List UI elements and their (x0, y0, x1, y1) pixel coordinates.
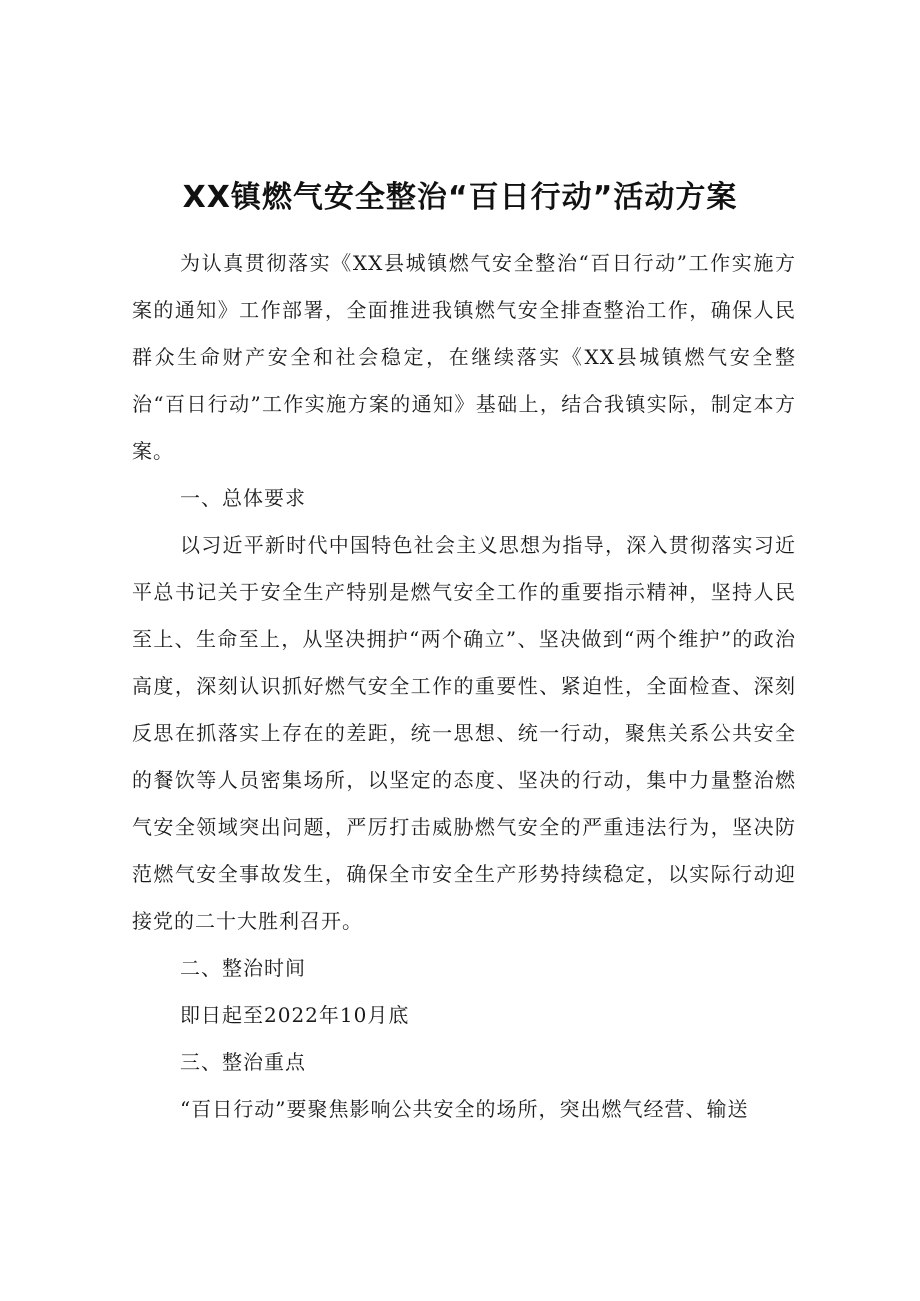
section-heading-rectification-focus: 三、整治重点 (180, 1050, 306, 1074)
section-heading-rectification-time: 二、整治时间 (180, 956, 306, 980)
general-requirements-paragraph: 以习近平新时代中国特色社会主义思想为指导，深入贯彻落实习近平总书记关于安全生产特别是燃气安全工作的重要指示精神，坚持人民至上、生命至上，从坚决拥护“两个确立”、坚决做到“两个维护”的政治高度，深刻认识抓好燃气安全工作的重要性、紧迫性，全面检查、深刻反思在抓落实上存在的差距，统一思想、统一行动，聚焦关系公共安全的餐饮等人员密集场所，以坚定的态度、坚决的行动，集中力量整治燃气安全领域突出问题，严厉打击威胁燃气安全的严重违法行为，坚决防范燃气安全事故发生，确保全市安全生产形势持续稳定，以实际行动迎接党的二十大胜利召开。 (132, 533, 796, 933)
rectification-focus-paragraph: “百日行动”要聚焦影响公共安全的场所，突出燃气经营、输送 (180, 1097, 749, 1121)
document-body (132, 240, 796, 1133)
section-heading-general-requirements: 一、总体要求 (180, 486, 306, 510)
rectification-time-paragraph: 即日起至2022年10月底 (180, 1003, 410, 1027)
intro-paragraph: 为认真贯彻落实《XX县城镇燃气安全整治“百日行动”工作实施方案的通知》工作部署，全面推进我镇燃气安全排查整治工作，确保人民群众生命财产安全和社会稳定，在继续落实《XX县城镇燃气安全整治“百日行动”工作实施方案的通知》基础上，结合我镇实际，制定本方案。 (132, 251, 796, 463)
document-title: XX镇燃气安全整治“百日行动”活动方案 (182, 180, 738, 215)
